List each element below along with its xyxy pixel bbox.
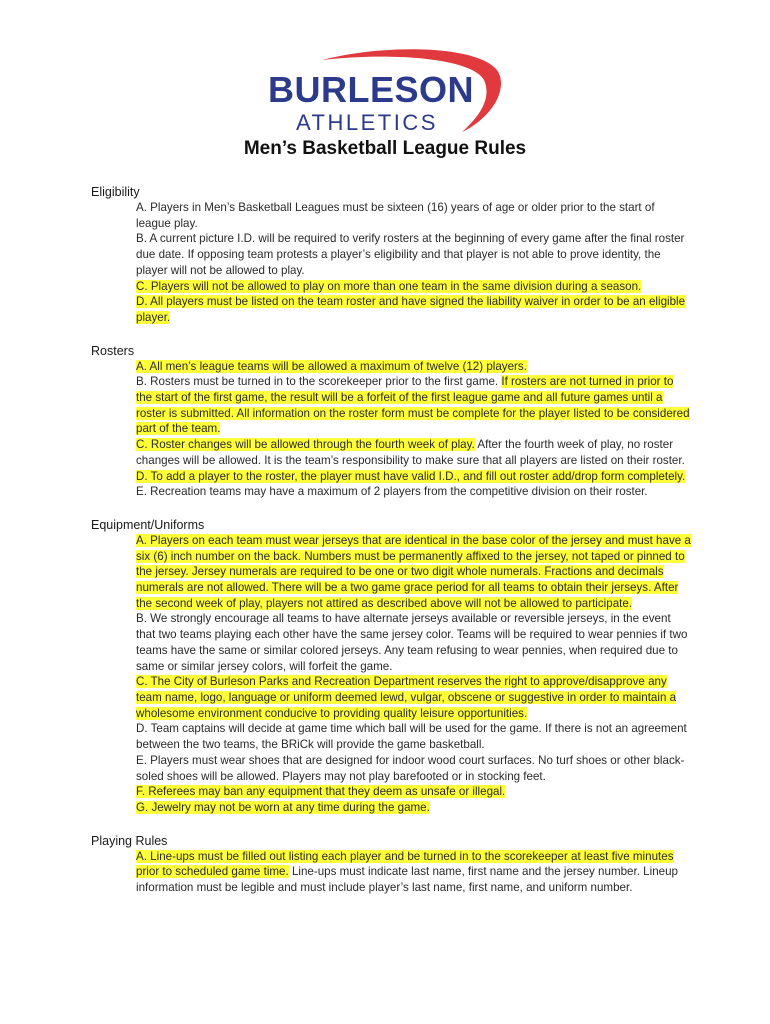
section-heading: Playing Rules (91, 833, 168, 848)
rule-item (136, 784, 691, 800)
rule-item (136, 231, 691, 278)
rule-item (136, 437, 691, 468)
highlighted-text: C. Players will not be allowed to play on more than one team in the same division during a season. (136, 279, 642, 293)
rule-item (136, 359, 691, 375)
rule-text: B. A current picture I.D. will be required to verify rosters at the beginning of every game after the final roster due date. If opposing team protests a player’s eligibility and that player is not able to prove identity, the player will not be allowed to play. (136, 232, 685, 277)
rule-text: E. Recreation teams may have a maximum of 2 players from the competitive division on their roster. (136, 485, 648, 499)
highlighted-text: A. All men’s league teams will be allowed a maximum of twelve (12) players. (136, 359, 527, 373)
logo-subtitle: ATHLETICS (296, 110, 438, 135)
highlighted-text: A. Line-ups must be filled out listing each player and be turned in to the scorekeeper at least five minutes prior to scheduled game time. (136, 849, 674, 879)
rule-item (136, 279, 691, 295)
highlighted-text: D. To add a player to the roster, the player must have valid I.D., and fill out roster add/drop form completely. (136, 469, 686, 483)
rule-text: A. Players in Men’s Basketball Leagues must be sixteen (16) years of age or older prior to the start of league play. (136, 201, 655, 230)
rule-text: B. We strongly encourage all teams to have alternate jerseys available or reversible jerseys, in the event that two teams playing each other have the same jersey color. Teams will be required to wear pennies if two teams have the same or similar colored jerseys. Any team refusing to wear pennies, when required due to same or similar jersey colors, will forfeit the game. (136, 612, 688, 673)
highlighted-text: C. The City of Burleson Parks and Recreation Department reserves the right to approve/disapprove any team name, logo, language or uniform deemed lewd, vulgar, obscene or suggestive in order to maintain a wholesome environment conducive to providing quality leisure opportunities. (136, 675, 677, 720)
rule-item (136, 721, 691, 752)
rule-text: Line-ups must indicate last name, first name and the jersey number. Lineup information must be legible and must include player’s last name, first name, and uniform number. (136, 865, 678, 895)
section-equipment-uniforms (91, 517, 691, 816)
rule-item (136, 674, 691, 721)
highlighted-text: A. Players on each team must wear jerseys that are identical in the base color of the jersey and must have a six (6) inch number on the back. Numbers must be permanently affixed to the jersey, not taped or pinned to the jersey. Jersey numerals are required to be one or two digit whole numerals. Fractions and decimals numerals are not allowed. There will be a two game grace period for all teams to obtain their jerseys. After the second week of play, players not attired as described above will not be allowed to participate. (136, 533, 691, 610)
section-playing-rules (91, 833, 691, 896)
page-title: Men’s Basketball League Rules (243, 138, 527, 159)
rule-text: E. Players must wear shoes that are designed for indoor wood court surfaces. No turf shoes or other black-soled shoes will be allowed. Players may not play barefooted or in stocking feet. (136, 753, 685, 783)
section-heading: Rosters (91, 343, 135, 358)
highlighted-text: G. Jewelry may not be worn at any time during the game. (136, 800, 430, 814)
burleson-athletics-logo (262, 46, 532, 142)
highlighted-text: F. Referees may ban any equipment that they deem as unsafe or illegal. (136, 785, 506, 799)
rule-item (136, 800, 691, 816)
rule-text: D. Team captains will decide at game time which ball will be used for the game. If there is not an agreement between the two teams, the BRiCk will provide the game basketball. (136, 722, 687, 752)
rule-item (136, 849, 691, 896)
rules-content (91, 184, 691, 913)
section-heading: Equipment/Uniforms (91, 517, 205, 532)
rule-item (136, 294, 691, 325)
highlighted-text: C. Roster changes will be allowed through the fourth week of play. (136, 438, 475, 452)
section-heading: Eligibility (91, 185, 140, 199)
rule-item (136, 484, 691, 500)
section-rosters (91, 343, 691, 500)
section-eligibility (91, 184, 691, 326)
rule-item (136, 611, 691, 674)
highlighted-text: D. All players must be listed on the team roster and have signed the liability waiver in order to be an eligible player. (136, 295, 686, 324)
rule-item (136, 753, 691, 784)
logo-wordmark: BURLESON (268, 69, 475, 110)
rule-item (136, 469, 691, 485)
rule-text: After the fourth week of play, no roster changes will be allowed. It is the team’s responsibility to make sure that all players are listed on their roster. (136, 438, 685, 467)
rule-text: B. Rosters must be turned in to the scorekeeper prior to the first game. (136, 375, 502, 389)
rule-item (136, 374, 691, 437)
highlighted-text: If rosters are not turned in prior to the start of the first game, the result will be a forfeit of the first league game and all future games until a roster is submitted. All information on the roster form must be complete for the player listed to be considered part of the team. (136, 375, 690, 436)
rule-item (136, 200, 691, 231)
rule-item (136, 533, 691, 612)
